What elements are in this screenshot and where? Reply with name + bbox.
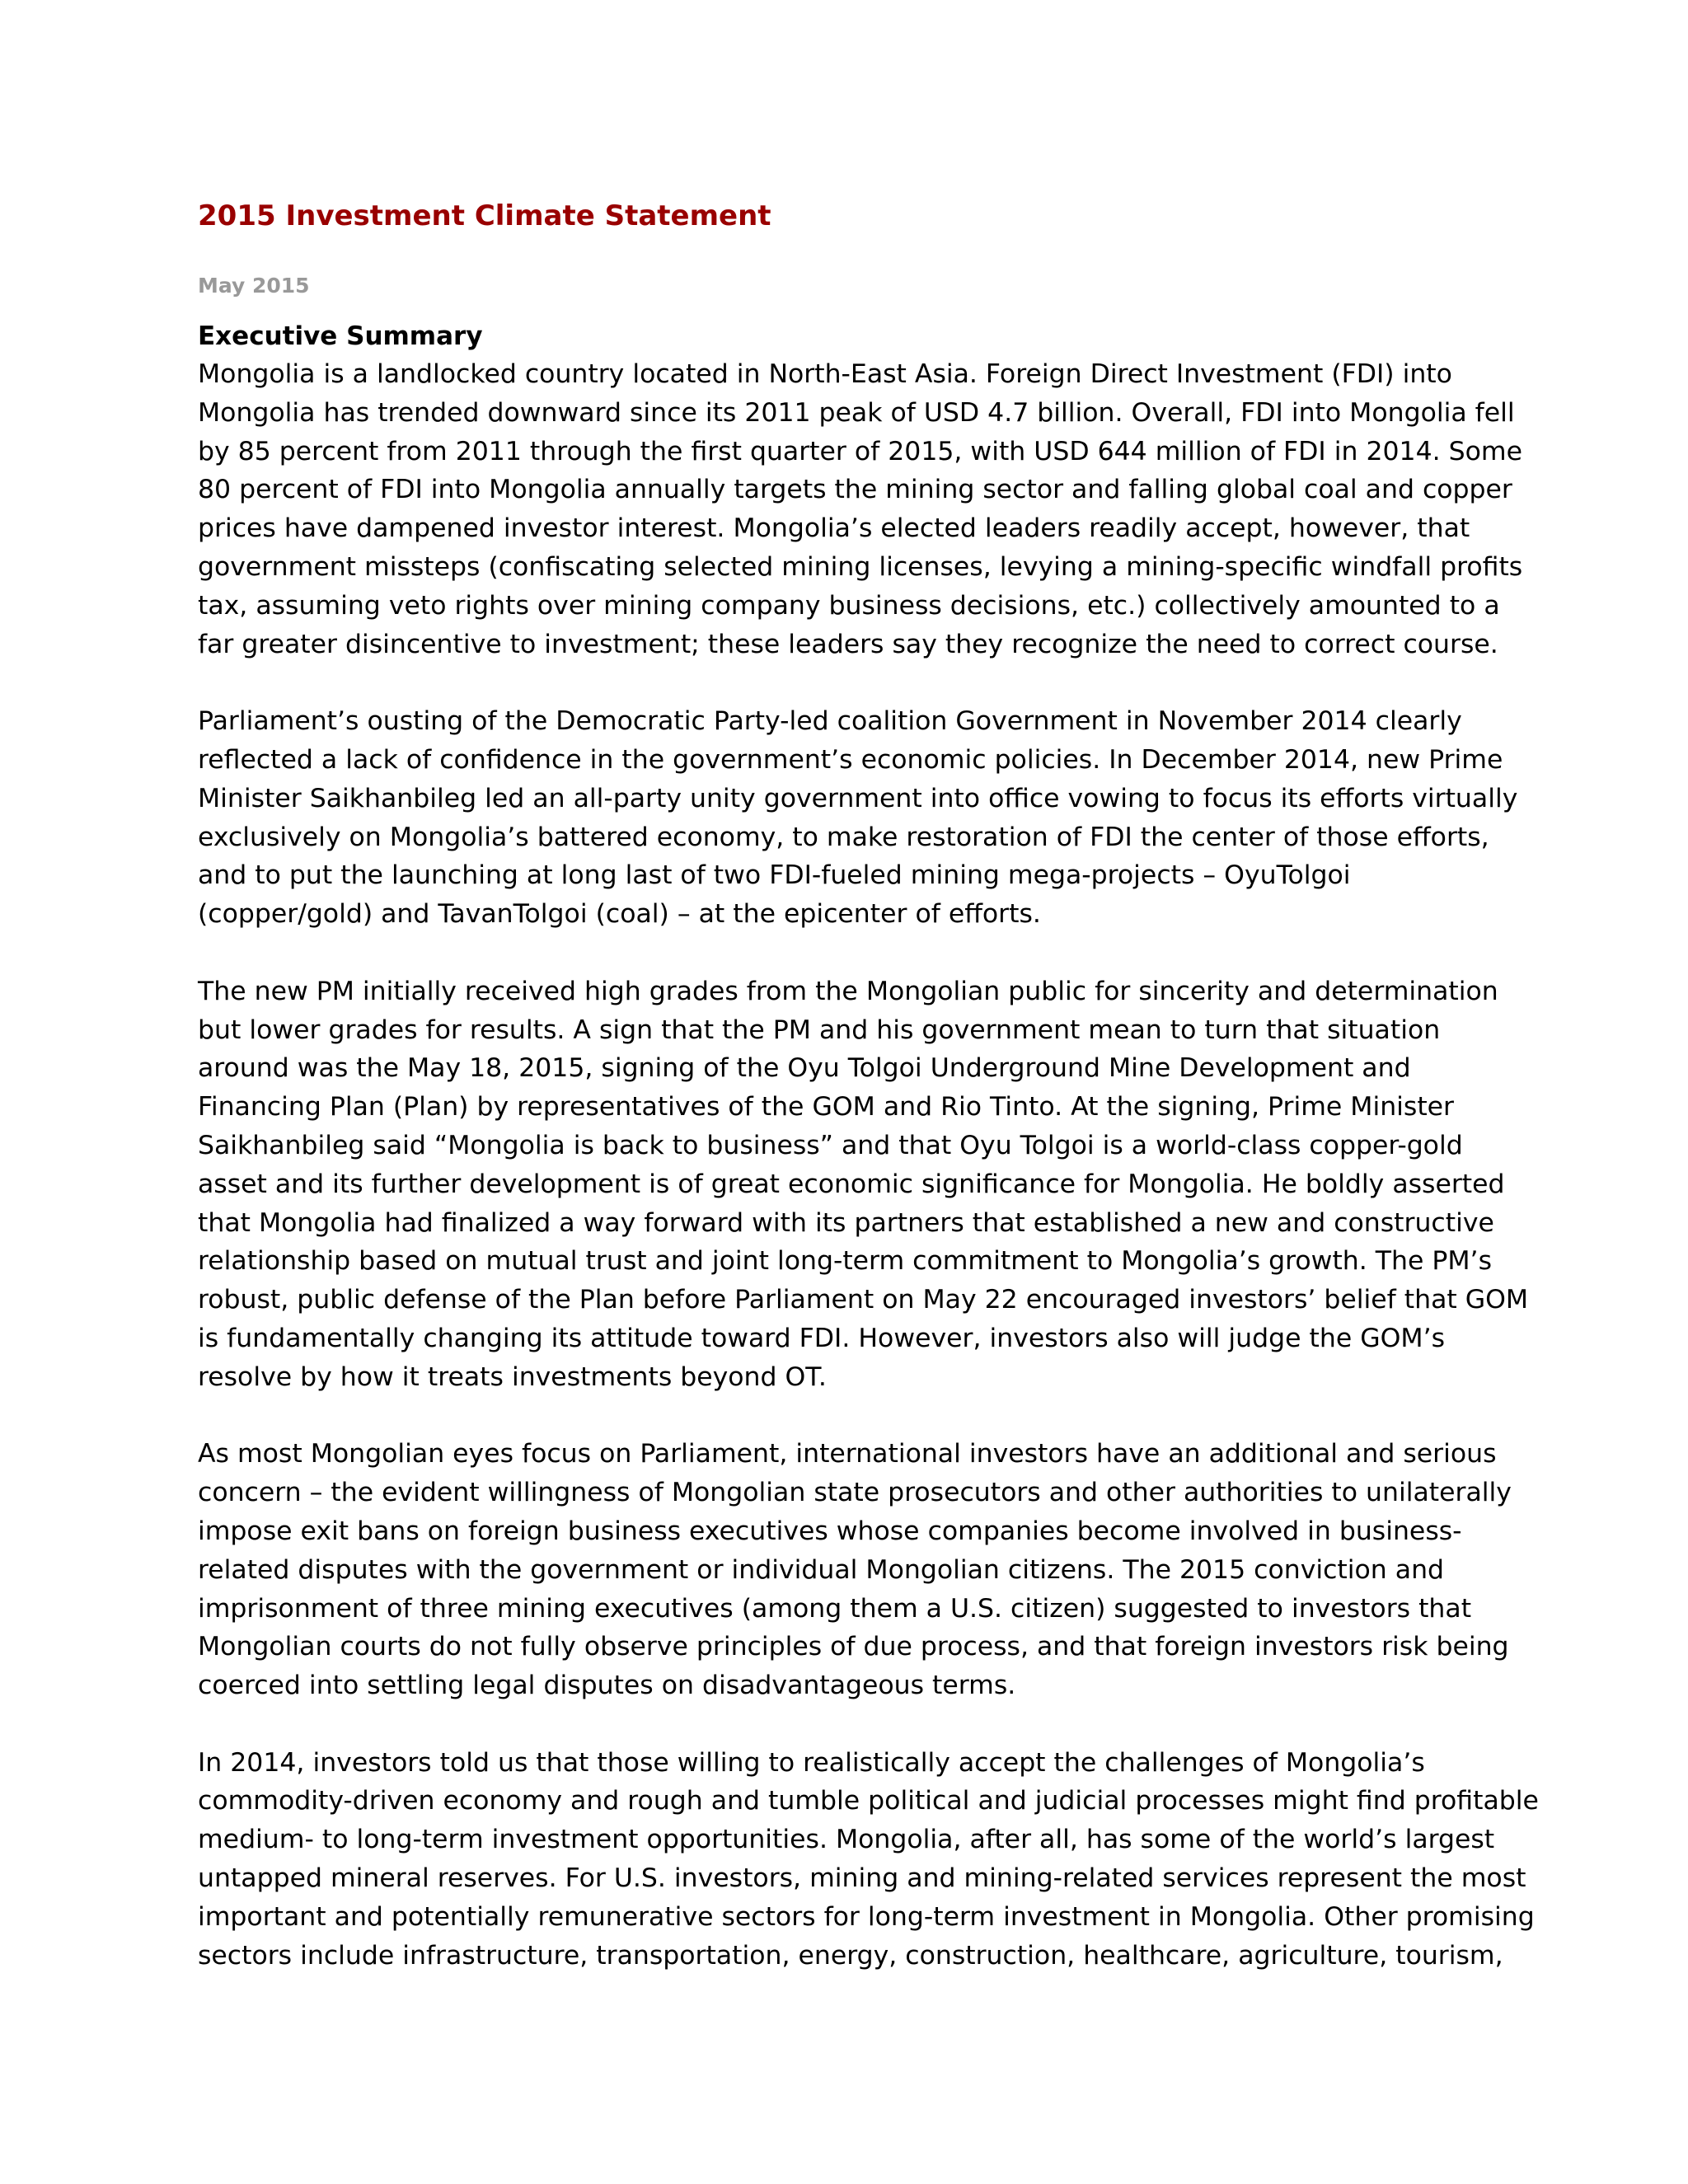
- text-line: government missteps (confiscating selected mining licenses, levying a mining-specific windfall profits: [198, 551, 1523, 582]
- text-line: coerced into settling legal disputes on disadvantageous terms.: [198, 1671, 1016, 1701]
- text-line: sectors include infrastructure, transportation, energy, construction, healthcare, agriculture, tourism,: [198, 1940, 1503, 1971]
- text-line: In 2014, investors told us that those willing to realistically accept the challenges of Mongolia’s: [198, 1747, 1425, 1778]
- text-line: imprisonment of three mining executives (among them a U.S. citizen) suggested to investors that: [198, 1593, 1472, 1624]
- text-line: (copper/gold) and TavanTolgoi (coal) – at the epicenter of efforts.: [198, 899, 1041, 930]
- text-line: reflected a lack of confidence in the government’s economic policies. In December 2014, new Prime: [198, 744, 1503, 775]
- text-line: around was the May 18, 2015, signing of the Oyu Tolgoi Underground Mine Development and: [198, 1053, 1411, 1084]
- text-line: As most Mongolian eyes focus on Parliament, international investors have an additional and serious: [198, 1439, 1497, 1469]
- text-line: Saikhanbileg said “Mongolia is back to business” and that Oyu Tolgoi is a world-class copper-gold: [198, 1130, 1463, 1160]
- text-line: by 85 percent from 2011 through the first quarter of 2015, with USD 644 million of FDI in 2014. Some: [198, 436, 1522, 466]
- text-line: untapped mineral reserves. For U.S. investors, mining and mining-related services represent the most: [198, 1863, 1526, 1894]
- text-line: and to put the launching at long last of two FDI-fueled mining mega-projects – OyuTolgoi: [198, 860, 1351, 891]
- text-line: resolve by how it treats investments beyond OT.: [198, 1361, 827, 1392]
- text-line: concern – the evident willingness of Mongolian state prosecutors and other authorities to unilaterally: [198, 1478, 1512, 1508]
- text-line: robust, public defense of the Plan before Parliament on May 22 encouraged investors’ belief that GOM: [198, 1285, 1529, 1315]
- document-title: 2015 Investment Climate Statement: [198, 199, 771, 232]
- document-body: [198, 355, 1539, 2013]
- text-line: prices have dampened investor interest. Mongolia’s elected leaders readily accept, however, that: [198, 513, 1470, 544]
- text-line: that Mongolia had finalized a way forward with its partners that established a new and constructive: [198, 1207, 1494, 1238]
- text-line: medium- to long-term investment opportunities. Mongolia, after all, has some of the world’s largest: [198, 1825, 1495, 1855]
- text-line: 80 percent of FDI into Mongolia annually targets the mining sector and falling global coal and copper: [198, 475, 1512, 505]
- text-line: Mongolia has trended downward since its 2011 peak of USD 4.7 billion. Overall, FDI into Mongolia fell: [198, 397, 1515, 428]
- text-line: important and potentially remunerative sectors for long-term investment in Mongolia. Other promising: [198, 1901, 1535, 1932]
- text-line: Financing Plan (Plan) by representatives of the GOM and Rio Tinto. At the signing, Prime Minister: [198, 1092, 1455, 1122]
- paragraph-2: [198, 702, 1517, 934]
- text-line: impose exit bans on foreign business executives whose companies become involved in business-: [198, 1516, 1462, 1546]
- text-line: is fundamentally changing its attitude toward FDI. However, investors also will judge the GOM’s: [198, 1323, 1446, 1353]
- text-line: far greater disincentive to investment; these leaders say they recognize the need to correct course.: [198, 629, 1498, 659]
- text-line: Mongolian courts do not fully observe principles of due process, and that foreign investors risk being: [198, 1632, 1509, 1662]
- paragraph-1: [198, 355, 1523, 663]
- text-line: relationship based on mutual trust and joint long-term commitment to Mongolia’s growth. The PM’s: [198, 1246, 1492, 1277]
- text-line: related disputes with the government or individual Mongolian citizens. The 2015 conviction and: [198, 1554, 1445, 1585]
- text-line: Minister Saikhanbileg led an all-party unity government into office vowing to focus its efforts virtually: [198, 783, 1518, 813]
- text-line: asset and its further development is of great economic significance for Mongolia. He boldly asserted: [198, 1169, 1505, 1199]
- paragraph-4: [198, 1435, 1517, 1705]
- paragraph-3: [198, 972, 1529, 1397]
- text-line: tax, assuming veto rights over mining company business decisions, etc.) collectively amounted to a: [198, 590, 1500, 621]
- text-line: Parliament’s ousting of the Democratic Party-led coalition Government in November 2014 clearly: [198, 706, 1462, 737]
- paragraph-5: [198, 1744, 1539, 1975]
- text-line: but lower grades for results. A sign that the PM and his government mean to turn that situation: [198, 1015, 1441, 1045]
- section-heading: Executive Summary: [198, 321, 483, 351]
- document-date: May 2015: [198, 274, 310, 298]
- text-line: Mongolia is a landlocked country located in North-East Asia. Foreign Direct Investment (FDI) into: [198, 359, 1452, 389]
- text-line: commodity-driven economy and rough and tumble political and judicial processes might find profitable: [198, 1786, 1539, 1816]
- text-line: The new PM initially received high grades from the Mongolian public for sincerity and determination: [198, 976, 1498, 1006]
- text-line: exclusively on Mongolia’s battered economy, to make restoration of FDI the center of those efforts,: [198, 822, 1489, 852]
